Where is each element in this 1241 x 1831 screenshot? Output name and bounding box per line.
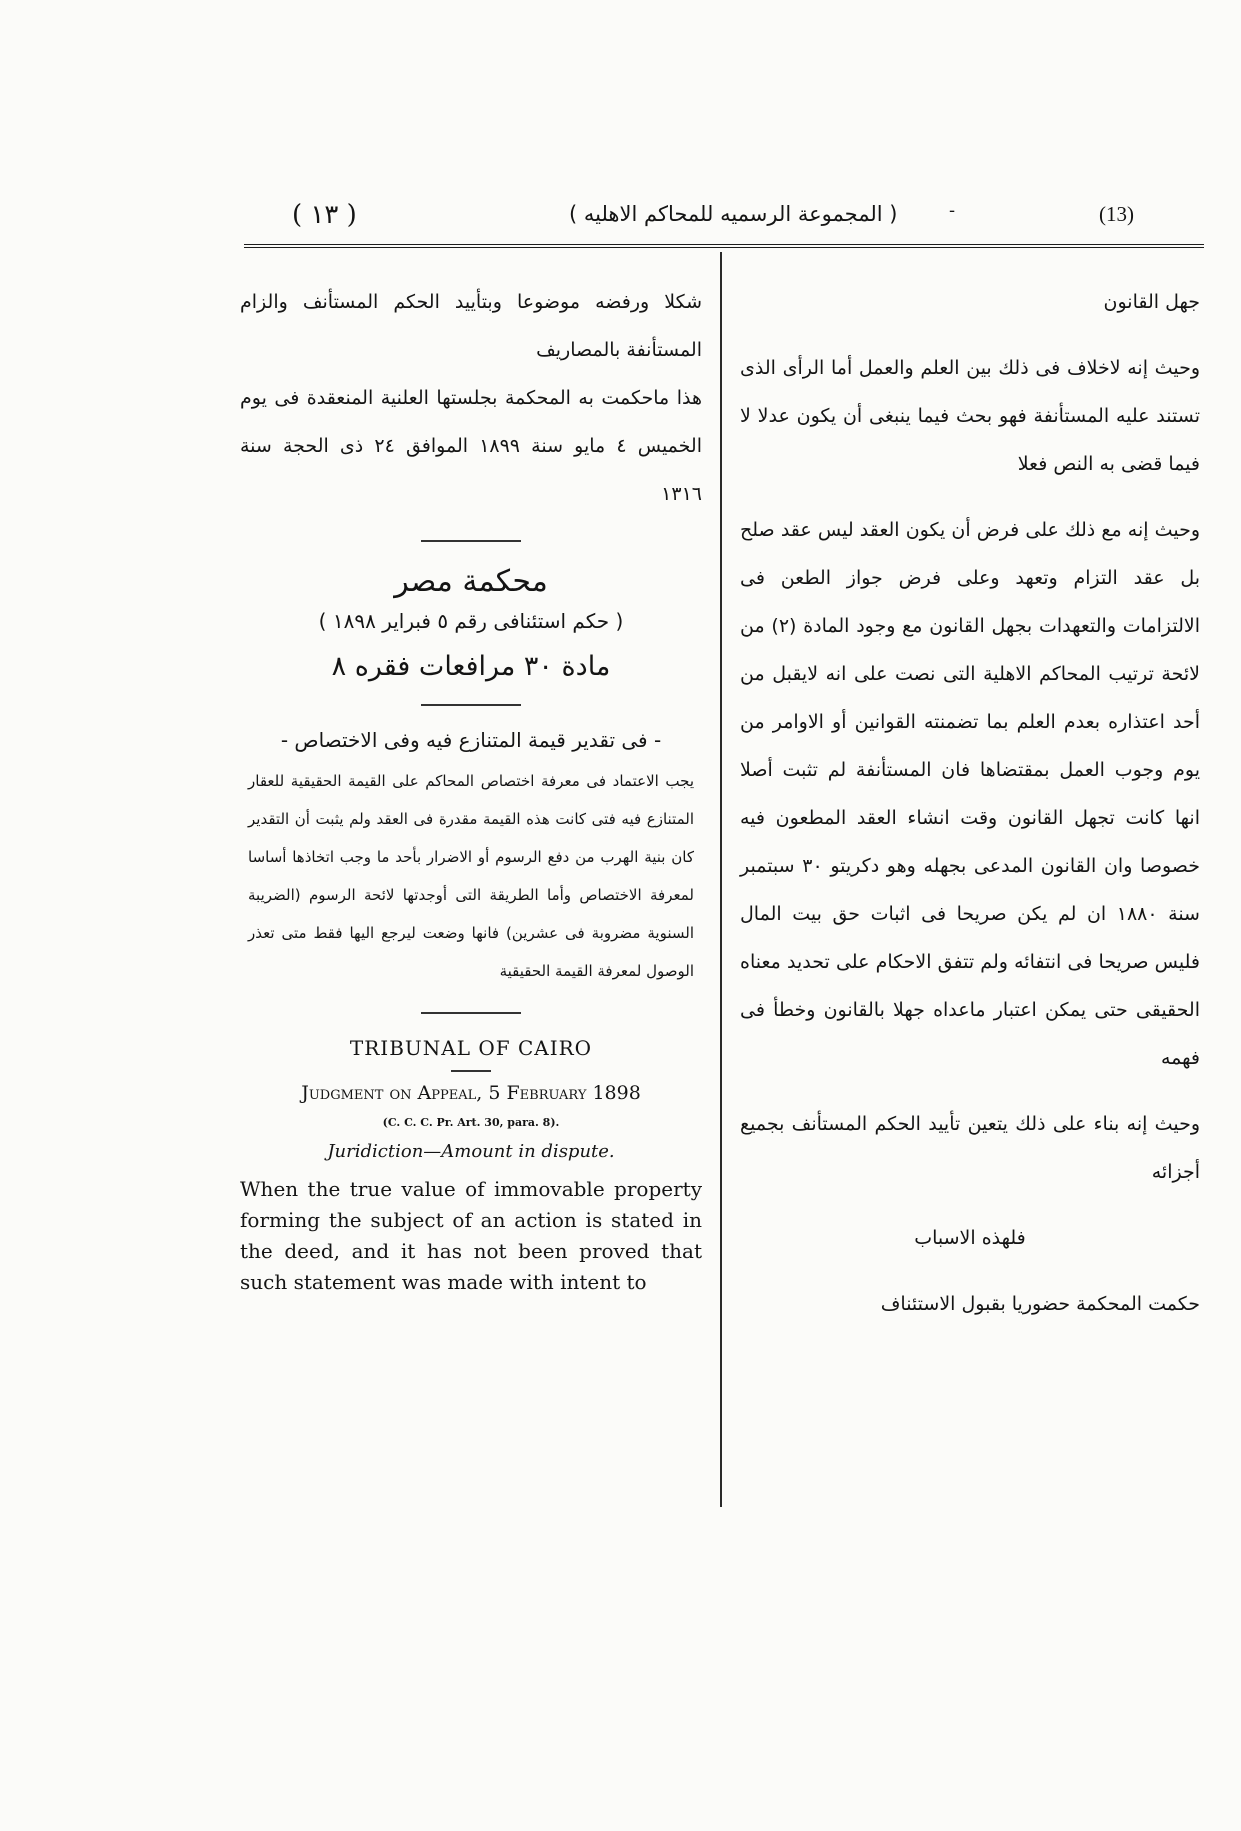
article-heading: مادة ٣٠ مرافعات فقره ٨ (331, 651, 611, 682)
reasons-heading: فلهذه الاسباب (914, 1227, 1026, 1249)
page-header (244, 200, 1204, 234)
paragraph: شكلا ورفضه موضوعا وبتأييد الحكم المستأنف والزام المستأنفة بالمصاريف (240, 291, 702, 361)
judgment-reference: ( حكم استئنافى رقم ٥ فبراير ١٨٩٨ ) (318, 609, 624, 633)
paragraph: حكمت المحكمة حضوريا بقبول الاستئناف (880, 1293, 1200, 1315)
divider (451, 1070, 491, 1072)
divider (421, 540, 521, 542)
paragraph: هذا ماحكمت به المحكمة بجلستها العلنية المنعقدة فى يوم الخميس ٤ مايو سنة ١٨٩٩ الموافق ٢٤ ذى الحجة سنة ١٣١٦ (240, 387, 702, 505)
page-number-arabic: ( ١٣ ) (292, 200, 357, 230)
paragraph: وحيث إنه مع ذلك على فرض أن يكون العقد ليس عقد صلح بل عقد التزام وتعهد وعلى فرض جواز الطعن فى الالتزامات والتعهدات بجهل القانون مع وجود المادة (٢) من لائحة ترتيب المحاكم الاهلية التى نصت على انه لايقبل من أحد اعتذاره بعدم العلم بما تضمنته القوانين أو الاوامر من يوم وجوب العمل بمقتضاها فان المستأنفة لم تثبت أصلا انها كانت تجهل القانون وقت انشاء العقد المطعون فيه خصوصا وان القانون المدعى بجهله وهو دكريتو ٣٠ سبتمبر سنة ١٨٨٠ ان لم يكن صريحا فى اثبات حق بيت المال فليس صريحا فى انتفائه ولم تتفق الاحكام على تحديد معناه الحقيقى حتى يمكن اعتبار ماعداه جهلا بالقانون وخطأ فى فهمه (740, 519, 1200, 1069)
divider (421, 1012, 521, 1014)
column-divider (720, 252, 722, 1507)
right-column (740, 278, 1200, 1346)
paragraph: وحيث إنه لاخلاف فى ذلك بين العلم والعمل أما الرأى الذى تستند عليه المستأنفة فهو بحث فيما ينبغى أن يكون عدلا لا فيما قضى به النص فعلا (740, 357, 1200, 475)
left-column (240, 278, 702, 1298)
header-dash: - (949, 200, 956, 221)
english-code-reference: (C. C. C. Pr. Art. 30, para. 8). (382, 1116, 560, 1129)
paragraph: وحيث إنه بناء على ذلك يتعين تأييد الحكم المستأنف بجميع أجزائه (740, 1113, 1200, 1183)
headnote: يجب الاعتماد فى معرفة اختصاص المحاكم على القيمة الحقيقية للعقار المتنازع فيه فتى كانت هذه القيمة مقدرة فى العقد ولم يثبت أن التقدير كان بنية الهرب من دفع الرسوم أو الاضرار بأحد ما وجب اتخاذها أساسا لمعرفة الاختصاص وأما الطريقة التى أوجدتها لائحة الرسوم (الضريبة السنوية مضروبة فى عشرين) فانها وضعت ليرجع اليها فقط متى تعذر الوصول لمعرفة القيمة الحقيقية (248, 772, 694, 980)
divider (421, 704, 521, 706)
english-judgment-line: Judgment on Appeal, 5 February 1898 (301, 1082, 641, 1104)
header-rule (244, 244, 1204, 248)
subject-heading: - فى تقدير قيمة المتنازع فيه وفى الاختصاص - (280, 728, 662, 752)
court-name: محكمة مصر (394, 564, 548, 599)
english-topic: Juridiction—Amount in dispute. (327, 1141, 615, 1162)
english-court-title: TRIBUNAL OF CAIRO (349, 1036, 593, 1060)
english-body: When the true value of immovable property forming the subject of an action is stated in the deed, and it has not been proved that such statement was made with intent to (240, 1177, 702, 1294)
running-title: ( المجموعة الرسميه للمحاكم الاهليه ) (569, 202, 898, 226)
page-number-latin: (13) (1099, 202, 1134, 226)
section-heading: جهل القانون (1103, 291, 1200, 313)
